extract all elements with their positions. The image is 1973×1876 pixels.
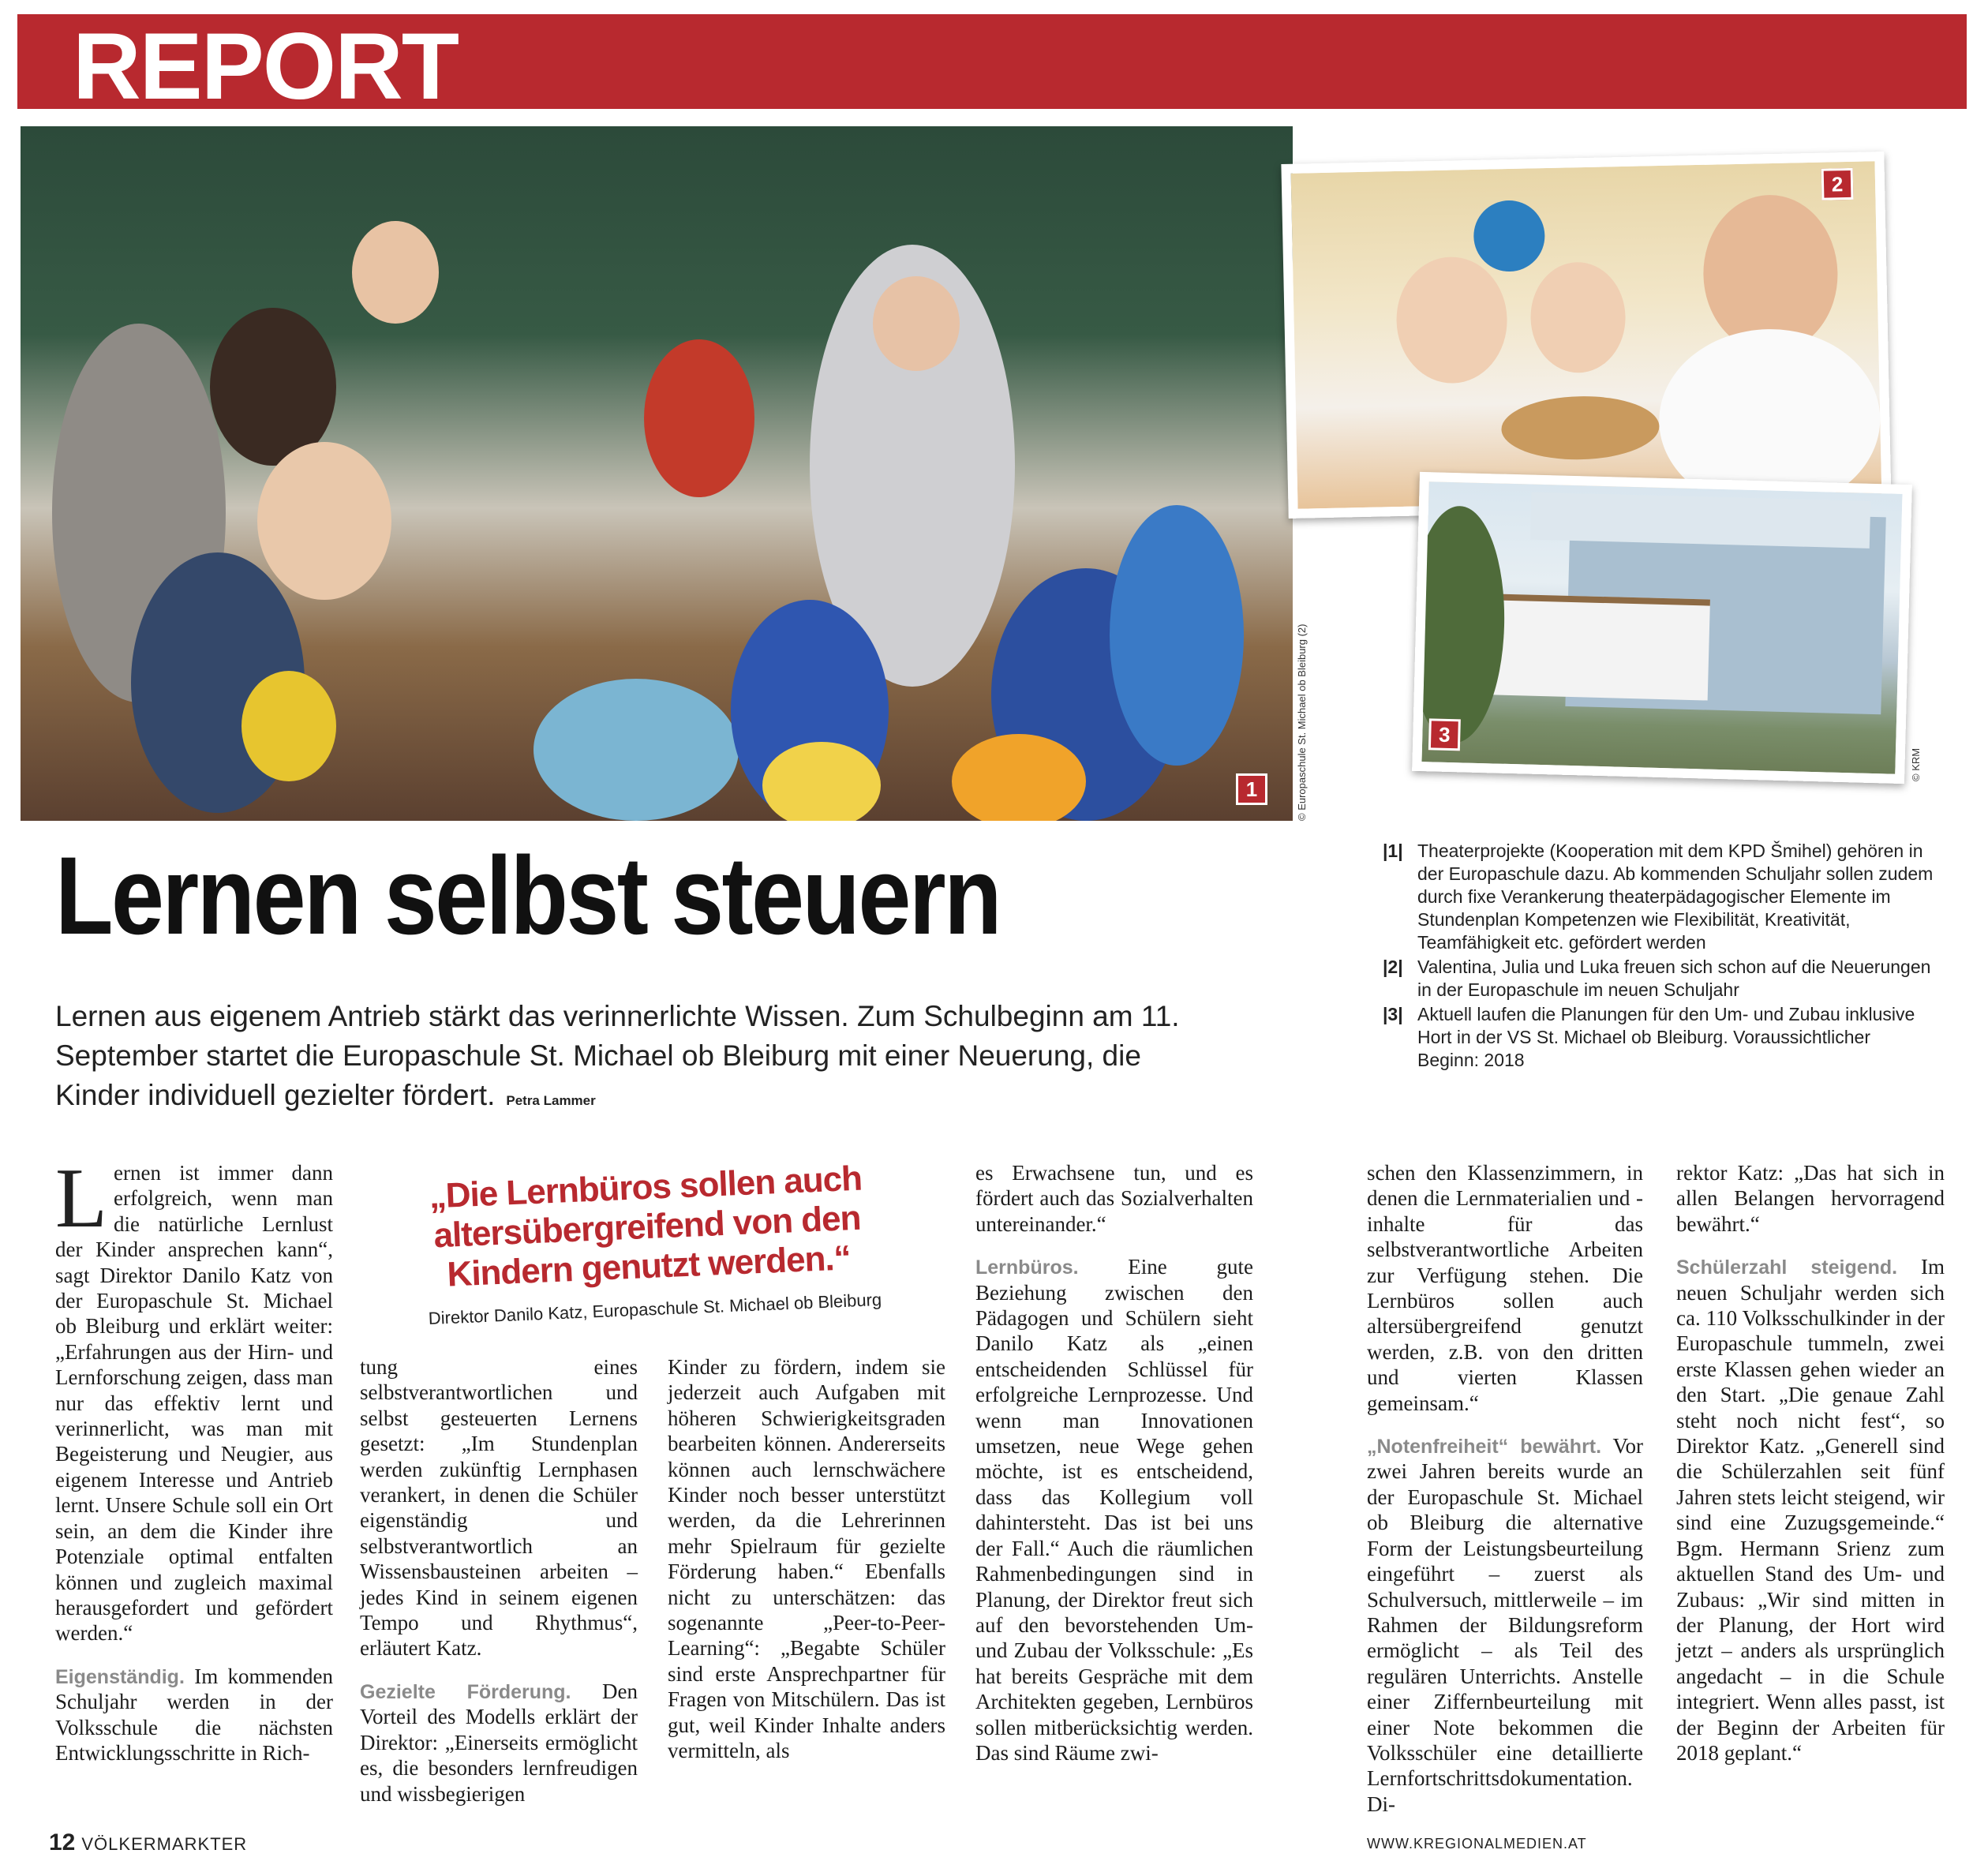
subheading-eigenstaendig: Eigenständig.	[55, 1665, 185, 1688]
section-title: REPORT	[73, 13, 459, 119]
caption-2	[1383, 956, 1935, 1002]
body-column-4	[975, 1160, 1253, 1783]
photo-credit-1: © Europaschule St. Michael ob Bleiburg (2)	[1296, 623, 1308, 821]
caption-1	[1383, 840, 1935, 954]
pull-quote: „Die Lernbüros sollen auch altersübergreifend von den Kindern genutzt werden.“	[428, 1159, 863, 1294]
website-url: WWW.KREGIONALMEDIEN.AT	[1367, 1836, 1587, 1852]
article-lead	[55, 997, 1192, 1115]
body-text: Eine gute Beziehung zwischen den Pädagogen und Schülern sieht Danilo Katz als „einen entscheidenden Schlüssel für erfolgreiche Lernprozesse. Und wenn man Innovationen umsetzen, neue Wege gehen möchte, ist es entscheidend, dass das Kollegium voll dahintersteht. Das ist bei uns der Fall.“ Auch die räumlichen Rahmenbedingungen sind in Planung, der Direktor freut sich auf den bevorstehenden Um- und Zubau der Volksschule: „Es hat bereits Gespräche mit dem Architekten gegeben, Lernbüros sollen mitberücksichtig werden. Das sind Räume zwi-	[975, 1255, 1253, 1765]
caption-text: Aktuell laufen die Planungen für den Um- und Zubau inklusive Hort in der VS St. Michael ob Bleiburg. Voraussichtlicher Beginn: 2018	[1417, 1004, 1915, 1070]
body-column-6	[1676, 1160, 1945, 1783]
caption-3	[1383, 1003, 1935, 1072]
body-text: schen den Klassenzimmern, in denen die Lernmaterialien und -inhalte für das selbstverantwortliche Arbeiten zur Verfügung stehen. Die Lernbüros sollen auch altersübergreifend genutzt werden, z.B. von den dritten und vierten Klassen gemeinsam.“	[1367, 1161, 1643, 1415]
body-text: Im neuen Schuljahr werden sich ca. 110 Volksschulkinder in der Europaschule tummeln, zwei erste Klassen gehen wieder an den Start. „Die genaue Zahl steht noch nicht fest“, so Direktor Katz. „Generell sind die Schülerzahlen seit fünf Jahren stets leicht steigend, wir sind eine Zuzugsgemeinde.“ Bgm. Hermann Srienz zum aktuellen Stand des Um- und Zubaus: „Wir sind mitten in der Planung, der Hort wird jetzt – anders als ursprünglich angedacht – in die Schule integriert. Wenn alles passt, ist der Beginn der Arbeiten für 2018 geplant.“	[1676, 1255, 1945, 1765]
body-text: Vor zwei Jahren bereits wurde an der Europaschule St. Michael ob Bleiburg die alternative Form der Leistungsbeurteilung eingeführt – zuerst als Schulversuch, mittlerweile – im Rahmen der Bildungsreform ermöglicht – als Teil des regulären Unterrichts. Anstelle einer Ziffernbeurteilung mit einer Note bekommen die Volksschüler eine detaillierte Lernfortschrittsdokumentation. Di-	[1367, 1434, 1643, 1816]
body-text: Im kommenden Schuljahr werden in der Volksschule die nächsten Entwicklungsschritte in Rich-	[55, 1664, 333, 1765]
publication-name: VÖLKERMARKTER	[81, 1834, 248, 1854]
caption-number: |1|	[1383, 841, 1403, 861]
photo-group-children	[21, 126, 1293, 821]
subheading-schuelerzahl: Schülerzahl steigend.	[1676, 1256, 1898, 1279]
caption-number: |2|	[1383, 957, 1403, 977]
lead-text: Lernen aus eigenem Antrieb stärkt das verinnerlichte Wissen. Zum Schulbeginn am 11. September startet die Europaschule St. Michael ob Bleiburg mit einer Neuerung, die Kinder individuell gezielter fördert.	[55, 1000, 1180, 1111]
author-byline: Petra Lammer	[506, 1093, 596, 1108]
subheading-notenfreiheit: „Notenfreiheit“ bewährt.	[1367, 1436, 1602, 1458]
subheading-gezielte-foerderung: Gezielte Förderung.	[360, 1680, 571, 1703]
caption-text: Theaterprojekte (Kooperation mit dem KPD Šmihel) gehören in der Europaschule dazu. Ab kommenden Schuljahr sollen zudem durch fixe Verankerung theaterpädagogischer Elemente im Stundenplan Kompetenzen wie Flexibilität, Kreativität, Teamfähigkeit etc. gefördert werden	[1417, 841, 1934, 953]
page-number: 12	[49, 1829, 76, 1855]
photo-number-2: 2	[1821, 168, 1854, 200]
body-text: Kinder zu fördern, indem sie jederzeit auch Aufgaben mit höheren Schwierigkeitsgraden bearbeiten können. Andererseits können auch lernschwächere Kinder noch besser unterstützt werden, da die Lehrerinnen mehr Spielraum für gezielte Förderung haben.“ Ebenfalls nicht zu unterschätzen: das sogenannte „Peer-to-Peer-Learning“: „Begabte Schüler sind erste Ansprechpartner für Fragen von Mitschülern. Das ist gut, weil Kinder Inhalte anders vermitteln, als	[668, 1355, 945, 1763]
body-text: rektor Katz: „Das hat sich in allen Belangen hervorragend bewährt.“	[1676, 1161, 1945, 1236]
section-banner	[17, 13, 1967, 119]
body-text: tung eines selbstverantwortlichen und selbst gesteuerten Lernens gesetzt: „Im Stundenplan werden zukünftig Lernphasen verankert, in denen die Schüler eigenständig und selbstverantwortlich an Wissensbausteinen arbeiten – jedes Kind in seinem eigenen Tempo und Rhythmus“, erläutert Katz.	[360, 1355, 638, 1661]
subheading-lernbueros: Lernbüros.	[975, 1256, 1079, 1279]
caption-number: |3|	[1383, 1004, 1403, 1024]
photo-school-building	[1412, 472, 1912, 784]
pull-quote-source: Direktor Danilo Katz, Europaschule St. Michael ob Bleiburg	[428, 1289, 882, 1329]
body-column-3	[668, 1354, 945, 1781]
caption-text: Valentina, Julia und Luka freuen sich schon auf die Neuerungen in der Europaschule im neuen Schuljahr	[1417, 957, 1931, 1000]
photo-three-children	[1281, 152, 1891, 519]
page-footer-left	[49, 1829, 247, 1856]
photo-captions	[1383, 840, 1935, 1073]
body-text: Den Vorteil des Modells erklärt der Direktor: „Einerseits ermöglicht es, die besonders lernfreudigen und wissbegierigen	[360, 1679, 638, 1806]
photo-credit-2: © KRM	[1910, 747, 1922, 781]
photo-number-1: 1	[1236, 773, 1267, 805]
drop-cap: L	[55, 1151, 107, 1245]
body-text: es Erwachsene tun, und es fördert auch das Sozialverhalten untereinander.“	[975, 1161, 1253, 1236]
body-column-5	[1367, 1160, 1643, 1834]
photo-number-3: 3	[1428, 718, 1461, 751]
body-column-1	[55, 1151, 333, 1783]
article-headline: Lernen selbst steuern	[55, 833, 1001, 957]
body-column-2	[360, 1354, 638, 1824]
body-text: ernen ist immer dann erfolgreich, wenn man die natürliche Lernlust der Kinder ansprechen kann“, sagt Direktor Danilo Katz von der Europaschule St. Michael ob Bleiburg und erklärt weiter: „Erfahrungen aus der Hirn- und Lernforschung zeigen, dass man nur das effektiv lernt und verinnerlicht, was man mit Begeisterung und Neugier, aus eigenem Interesse und Antrieb lernt. Unsere Schule soll ein Ort sein, an dem die Kinder ihre Potenziale optimal entfalten können und zugleich maximal herausgefordert und gefördert werden.“	[55, 1161, 333, 1646]
